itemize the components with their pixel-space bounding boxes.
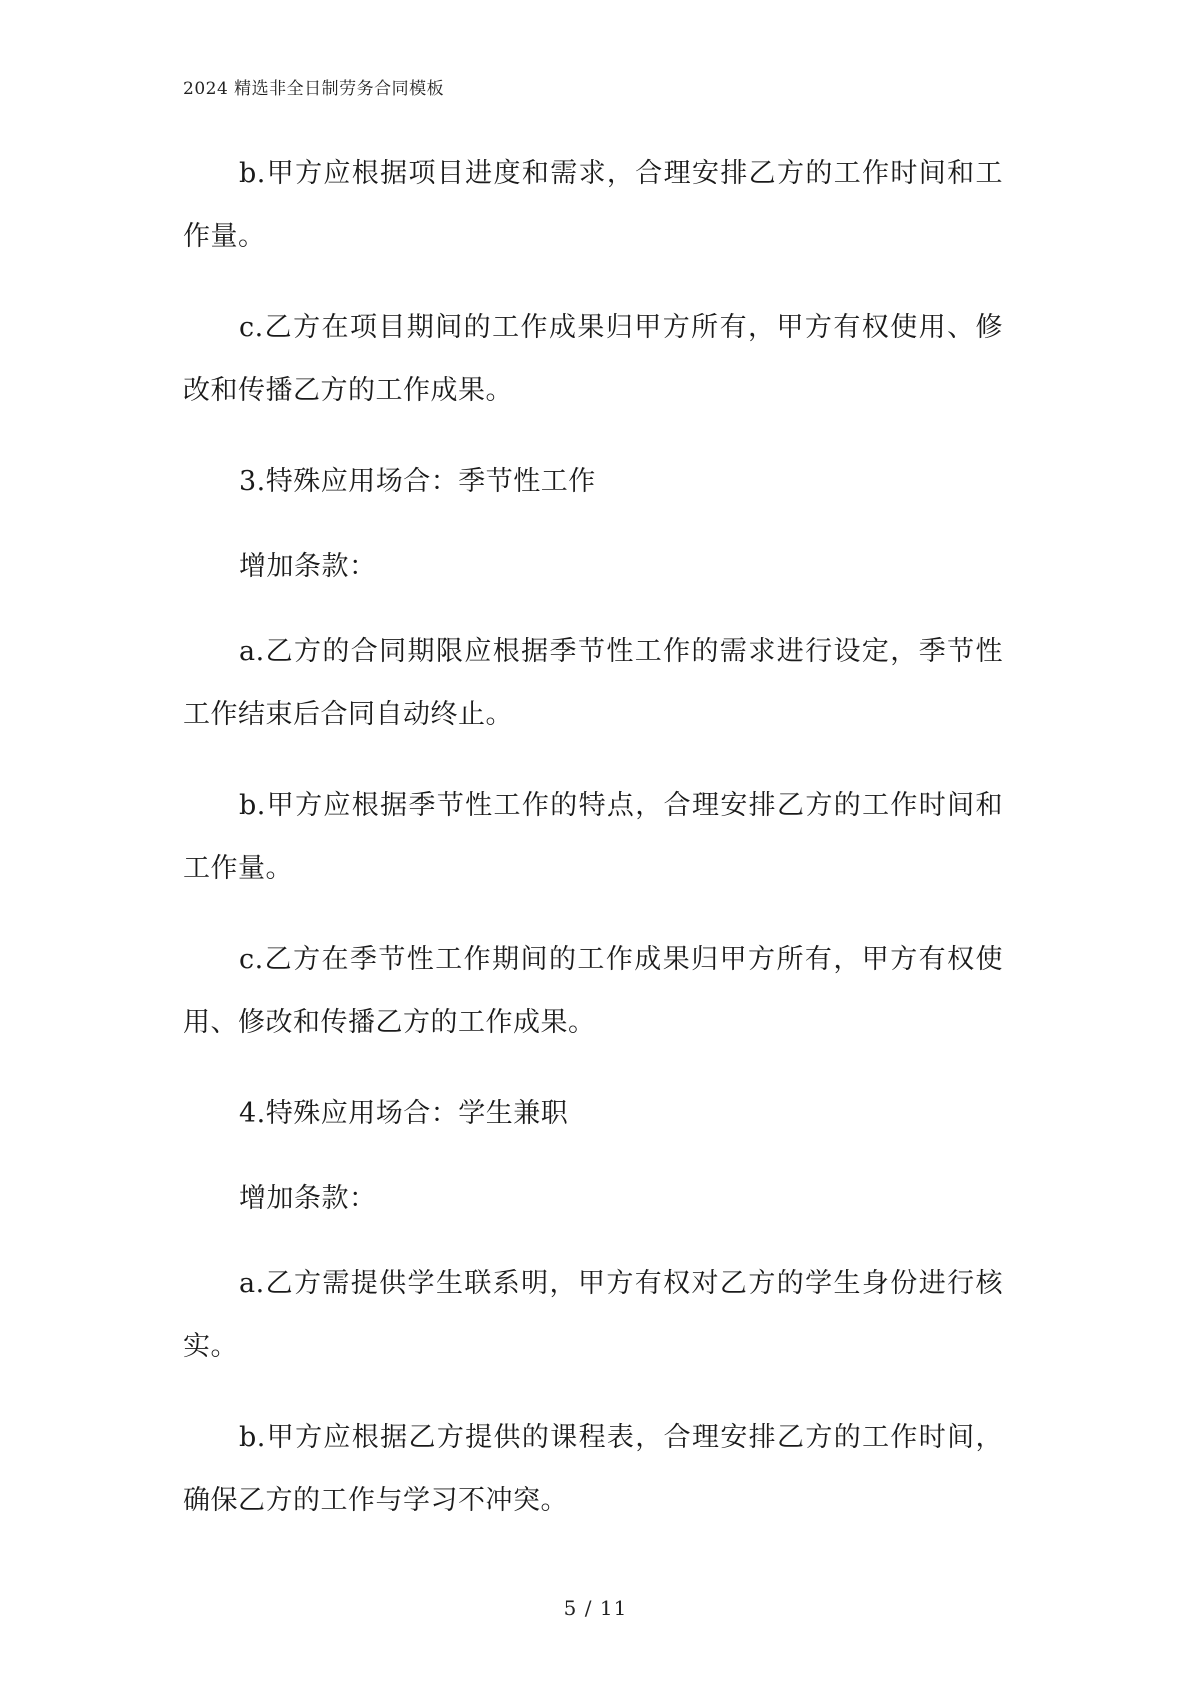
subsection-label: 增加条款：	[239, 1183, 377, 1214]
document-body	[183, 142, 1003, 1560]
document-header-title: 2024 精选非全日制劳务合同模板	[183, 79, 445, 99]
clause-paragraph: b.甲方应根据季节性工作的特点，合理安排乙方的工作时间和工作量。	[183, 790, 1003, 884]
clause-paragraph: b.甲方应根据乙方提供的课程表，合理安排乙方的工作时间，确保乙方的工作与学习不冲突。	[183, 1422, 1003, 1516]
subsection-label: 增加条款：	[239, 551, 377, 582]
clause-paragraph: c.乙方在项目期间的工作成果归甲方所有，甲方有权使用、修改和传播乙方的工作成果。	[183, 312, 1003, 406]
clause-paragraph: a.乙方需提供学生联系明，甲方有权对乙方的学生身份进行核实。	[183, 1268, 1003, 1362]
section-heading: 4.特殊应用场合：学生兼职	[239, 1098, 569, 1129]
section-heading: 3.特殊应用场合：季节性工作	[239, 466, 596, 497]
clause-paragraph: c.乙方在季节性工作期间的工作成果归甲方所有，甲方有权使用、修改和传播乙方的工作成果。	[183, 944, 1003, 1038]
clause-paragraph: a.乙方的合同期限应根据季节性工作的需求进行设定，季节性工作结束后合同自动终止。	[183, 636, 1003, 730]
clause-paragraph: b.甲方应根据项目进度和需求，合理安排乙方的工作时间和工作量。	[183, 158, 1003, 252]
page-number: 5 / 11	[563, 1596, 628, 1620]
